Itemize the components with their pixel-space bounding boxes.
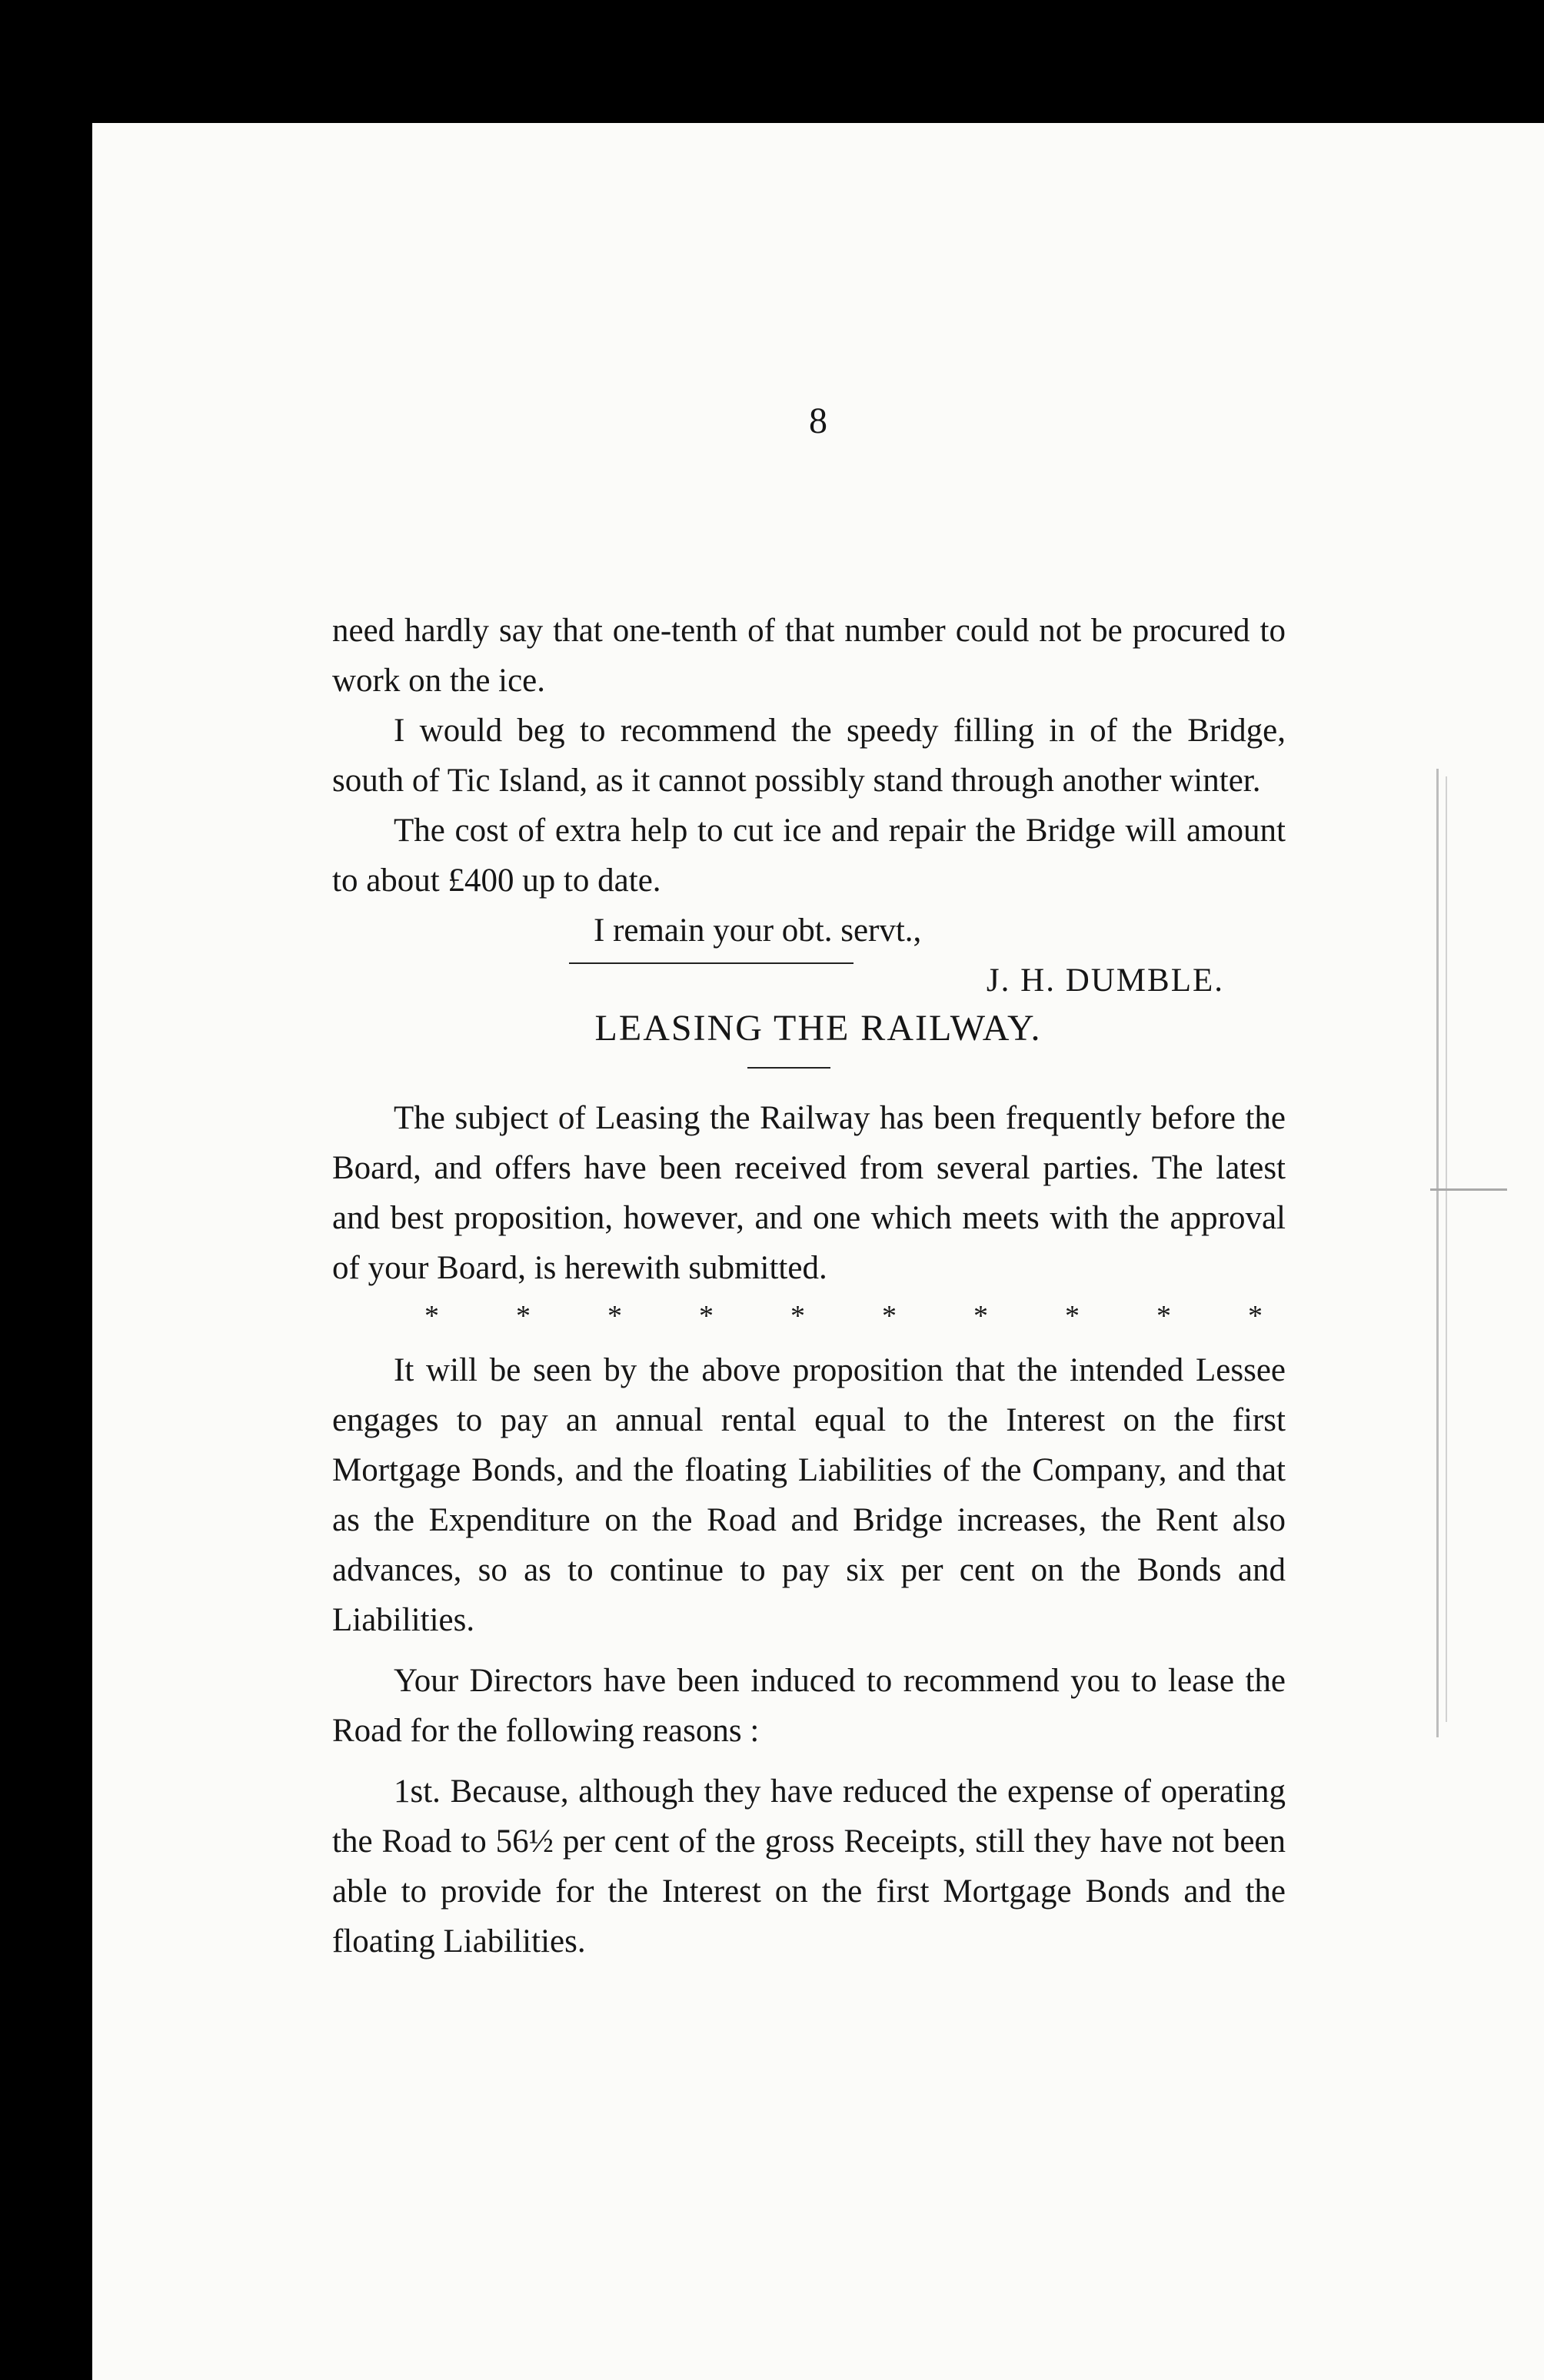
asterisk: *: [1248, 1300, 1263, 1332]
asterisk: *: [882, 1300, 897, 1332]
section-paragraph: 1st. Because, although they have reduced the expense of operating the Road to 56½ per cent of the gross Receipts, still they have not been able to provide for the Interest on the first Mortgage Bonds and the floating Liabilities.: [332, 1773, 1286, 1960]
asterisk: *: [516, 1300, 531, 1332]
letter-conclusion: [332, 606, 1286, 1006]
section-paragraph: It will be seen by the above proposition that the intended Lessee engages to pay an annual rental equal to the Interest on the first Mortgage Bonds, and the floating Liabilities of the Company, and that as the Expenditure on the Road and Bridge increases, the Rent also advances, so as to continue to pay six per cent on the Bonds and Liabilities.: [332, 1352, 1286, 1638]
margin-thread-mark: [1430, 1188, 1507, 1191]
letter-paragraph: The cost of extra help to cut ice and repair the Bridge will amount to about £400 up to date.: [332, 813, 1286, 899]
section-paragraph: Your Directors have been induced to recommend you to lease the Road for the following reasons :: [332, 1663, 1286, 1749]
margin-pencil-line: [1436, 769, 1439, 1737]
heading-underline: [747, 1067, 830, 1069]
asterisk: *: [1156, 1300, 1171, 1332]
asterisk: *: [699, 1300, 714, 1332]
margin-pencil-line: [1446, 776, 1447, 1722]
asterisk: *: [607, 1300, 622, 1332]
letter-signature: J. H. DUMBLE.: [986, 962, 1224, 999]
letter-paragraph: need hardly say that one-tenth of that number could not be procured to work on the ice.: [332, 613, 1286, 699]
document-page: [92, 123, 1544, 2380]
section-divider: [569, 962, 854, 964]
asterism-row: [332, 1295, 1286, 1338]
asterisk: *: [973, 1300, 988, 1332]
section-heading: LEASING THE RAILWAY.: [594, 1008, 1042, 1049]
section-paragraph: The subject of Leasing the Railway has been frequently before the Board, and offers have been received from several parties. The latest and best proposition, however, and one which meets with the approval of your Board, is herewith submitted.: [332, 1100, 1286, 1286]
leasing-section-body: [332, 1093, 1286, 1966]
asterisk: *: [1065, 1300, 1080, 1332]
page-number: 8: [809, 401, 827, 441]
asterisk: *: [424, 1300, 439, 1332]
asterisk: *: [790, 1300, 805, 1332]
letter-closing: I remain your obt. servt.,: [594, 912, 922, 949]
letter-paragraph: I would beg to recommend the speedy filling in of the Bridge, south of Tic Island, as it cannot possibly stand through another winter.: [332, 713, 1286, 799]
